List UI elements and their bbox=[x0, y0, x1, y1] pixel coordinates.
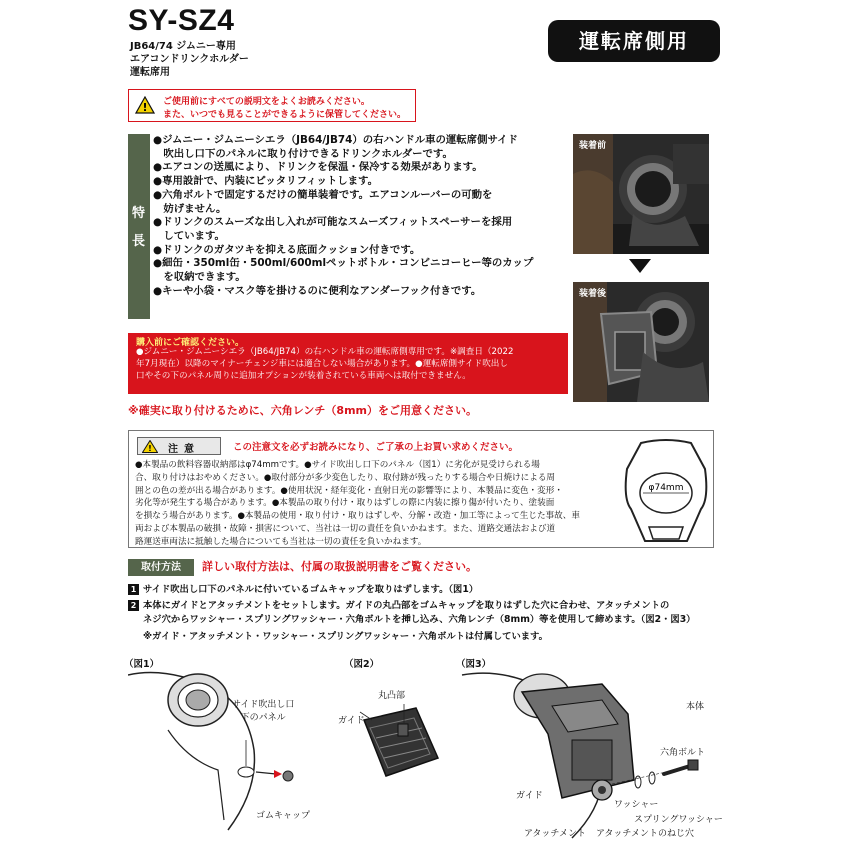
fig1-panel-line-2: 下のパネル bbox=[240, 713, 286, 723]
notice-line: ●ジムニー・ジムニーシエラ（JB64/JB74）の右ハンドル車の運転席側専用です。※調査日（2022 bbox=[136, 347, 514, 357]
step-number: 2 bbox=[128, 600, 139, 611]
install-step-2-cont: ネジ穴からワッシャー・スプリングワッシャー・六角ボルトを挿し込み、六角レンチ（8mm）等を使用して締めます。（図2・図3） bbox=[143, 614, 696, 625]
caution-label: 注意 bbox=[168, 444, 200, 455]
pre-purchase-notice bbox=[128, 333, 568, 394]
fig3-spring-washer-label: スプリングワッシャー bbox=[634, 815, 723, 825]
feature-item: ●エアコンの送風により、ドリンクを保温・保冷する効果があります。 bbox=[153, 161, 483, 174]
model-number: SY-SZ4 bbox=[128, 4, 235, 37]
subtitle-line-2: エアコンドリンクホルダー bbox=[130, 54, 249, 65]
caution-line: ●本製品の飲料容器収納部はφ74mmです。●サイド吹出し口下のパネル（図1）に劣化が見受けられる場 bbox=[135, 460, 540, 470]
feature-item: しています。 bbox=[153, 229, 225, 242]
fig3-washer-label: ワッシャー bbox=[614, 800, 659, 810]
feature-item: 吹出し口下のパネルに取り付けできるドリンクホルダーです。 bbox=[153, 147, 453, 160]
feature-item: ●専用設計で、内装にピッタリフィットします。 bbox=[153, 175, 378, 188]
feature-item: ●キーや小袋・マスク等を掛けるのに便利なアンダーフック付きです。 bbox=[153, 284, 482, 297]
warning-icon bbox=[135, 96, 155, 114]
features-label-char-1: 特 bbox=[132, 206, 146, 221]
fig1-panel-line-1: サイド吹出し口 bbox=[232, 700, 295, 710]
feature-item: ●ジムニー・ジムニーシエラ（JB64/JB74）の右ハンドル車の運転席側サイド bbox=[153, 134, 518, 146]
before-label: 装着前 bbox=[579, 141, 607, 151]
down-arrow-icon bbox=[629, 259, 651, 273]
notice-heading: 購入前にご確認ください。 bbox=[136, 338, 245, 348]
step-text: サイド吹出し口下のパネルに付いているゴムキャップを取りはずします。（図1） bbox=[143, 584, 479, 595]
caution-badge bbox=[137, 437, 221, 455]
features-list bbox=[153, 134, 573, 298]
features-label-char-2: 長 bbox=[132, 234, 146, 249]
install-step-1 bbox=[128, 583, 478, 596]
holder-size-diagram bbox=[621, 439, 711, 543]
photo-after bbox=[573, 282, 709, 402]
install-step-2 bbox=[128, 599, 669, 612]
feature-item: ●ドリンクのガタツキを抑える底面クッション付きです。 bbox=[153, 243, 421, 256]
fig2-title: （図2） bbox=[344, 659, 380, 670]
caution-line: 両および本製品の破損・故障・損害について、当社は一切の責任を負いかねます。また、道路交通法および道 bbox=[135, 523, 556, 534]
feature-item: 妨げません。 bbox=[153, 202, 227, 215]
notice-line: 年7月現在）以降のマイナーチェンジ車には適合しない場合があります。●運転席側サイド吹出し bbox=[136, 358, 508, 369]
caution-box bbox=[128, 430, 714, 548]
fig1-title: （図1） bbox=[124, 659, 160, 670]
install-footnote: ※ガイド・アタッチメント・ワッシャー・スプリングワッシャー・六角ボルトは付属しています。 bbox=[143, 631, 548, 642]
feature-item: を収納できます。 bbox=[153, 271, 246, 284]
fig2-guide-label: ガイド bbox=[338, 716, 365, 726]
feature-item: ●六角ボルトで固定するだけの簡単装着です。エアコンルーバーの可動を bbox=[153, 188, 493, 201]
diameter-label: φ74mm bbox=[648, 483, 684, 493]
read-before-use-box bbox=[128, 89, 416, 122]
after-install-image bbox=[573, 282, 709, 402]
step-number: 1 bbox=[128, 584, 139, 595]
caution-line: 路運送車両法に抵触した場合についても当社は一切の責任を負いかねます。 bbox=[135, 536, 427, 547]
svg-text:!: ! bbox=[142, 101, 148, 114]
feature-item: ●ドリンクのスムーズな出し入れが可能なスムーズフィットスペーサーを採用 bbox=[153, 216, 513, 229]
step-text: 本体にガイドとアタッチメントをセットします。ガイドの丸凸部をゴムキャップを取りはずした穴に合わせ、アタッチメントの bbox=[143, 600, 670, 611]
fig1-panel-label bbox=[232, 697, 294, 723]
wrench-note: ※確実に取り付けるために、六角レンチ（8mm）をご用意ください。 bbox=[128, 404, 477, 417]
fig1-cap-label: ゴムキャップ bbox=[256, 811, 311, 821]
svg-text:!: ! bbox=[148, 444, 152, 453]
notice-line: 口やその下のパネル周りに追加オプションが装着されている車両へは取付できません。 bbox=[136, 370, 471, 381]
fig3-guide-label: ガイド bbox=[516, 791, 543, 801]
fig2-boss-label: 丸凸部 bbox=[378, 691, 406, 701]
caution-line: 劣化等が発生する場合があります。●本製品の取り付け・取りはずしの際に内装に擦り傷が付いたり、塗装面 bbox=[135, 498, 555, 509]
caution-headline: この注意文を必ずお読みになり、ご了承の上お買い求めください。 bbox=[233, 442, 519, 453]
install-label: 取付方法 bbox=[128, 559, 194, 576]
features-side-label bbox=[128, 134, 150, 319]
caution-line: 囲との色の差が出る場合があります。●使用状況・経年変化・直射日光の影響等により、本製品に変色・変形・ bbox=[135, 485, 563, 496]
subtitle-line-3: 運転席用 bbox=[130, 67, 170, 78]
caution-line: 合、取り付けはおやめください。●取付部分が多少変色したり、取付跡が残ったりする場合や日焼けによる周 bbox=[135, 472, 556, 483]
subtitle-line-1: JB64/74 ジムニー専用 bbox=[130, 41, 236, 52]
fig3-attachment-label: アタッチメント bbox=[524, 829, 587, 839]
before-install-image bbox=[573, 134, 709, 254]
install-note: 詳しい取付方法は、付属の取扱説明書をご覧ください。 bbox=[202, 560, 477, 573]
feature-item: ●細缶・350ml缶・500ml/600mlペットボトル・コンビニコーヒー等のカップ bbox=[153, 257, 534, 270]
caution-line: を損なう場合があります。●本製品の使用・取り付け・取りはずしや、分解・改造・加工等によって生じた事故、車 bbox=[135, 511, 580, 522]
warning-line-1: ご使用前にすべての説明文をよくお読みください。 bbox=[163, 97, 370, 107]
fig3-title: （図3） bbox=[456, 659, 492, 670]
warning-line-2: また、いつでも見ることができるように保管してください。 bbox=[163, 110, 407, 120]
fig3-body-label: 本体 bbox=[686, 702, 705, 712]
fig3-bolt-label: 六角ボルト bbox=[660, 748, 706, 758]
photo-before bbox=[573, 134, 709, 254]
after-label: 装着後 bbox=[579, 289, 607, 299]
fig3-screw-hole-label: アタッチメントのねじ穴 bbox=[596, 829, 695, 839]
warning-icon bbox=[142, 440, 158, 453]
driver-side-badge: 運転席側用 bbox=[548, 20, 720, 62]
